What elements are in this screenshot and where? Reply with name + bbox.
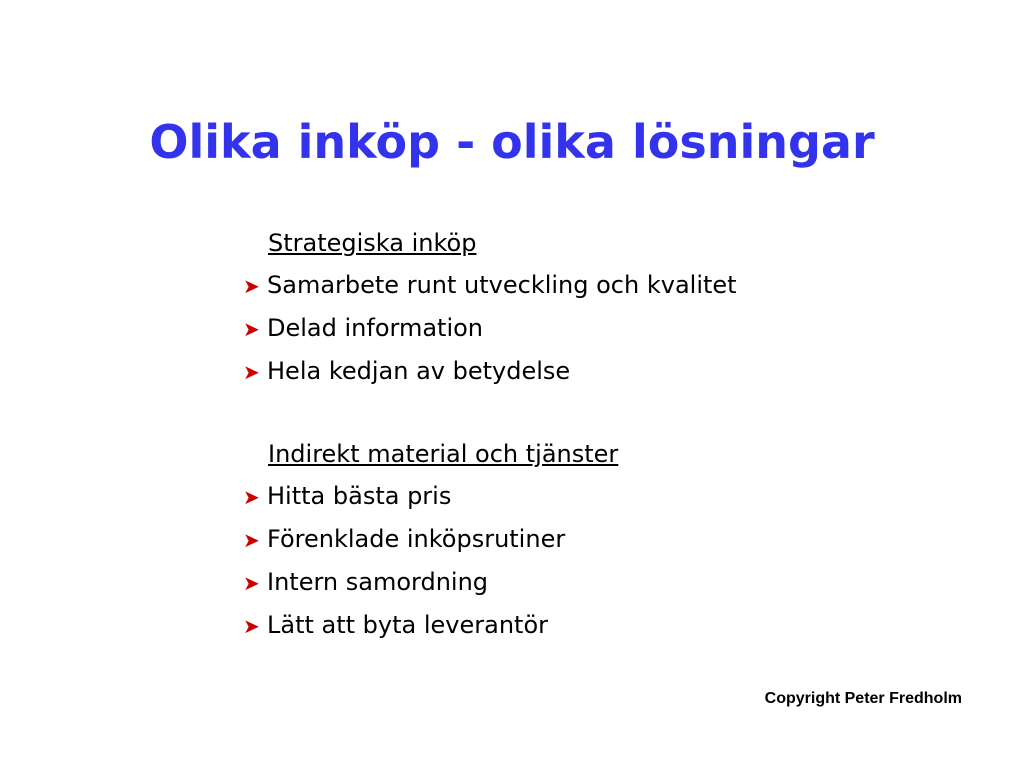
bullet-item — [243, 268, 743, 303]
slide-title: Olika inköp - olika lösningar — [149, 115, 875, 169]
copyright-notice: Copyright Peter Fredholm — [764, 690, 962, 707]
bullet-item — [243, 311, 743, 346]
arrow-bullet-icon: ➤ — [243, 528, 260, 552]
arrow-bullet-icon: ➤ — [243, 274, 260, 298]
arrow-bullet-icon: ➤ — [243, 360, 260, 384]
section-heading-indirect: Indirekt material och tjänster — [268, 440, 619, 468]
bullet-text: Intern samordning — [267, 568, 489, 596]
bullet-text: Delad information — [267, 314, 483, 342]
bullet-item — [243, 522, 743, 557]
arrow-bullet-icon: ➤ — [243, 571, 260, 595]
bullet-text: Lätt att byta leverantör — [267, 611, 549, 639]
bullet-item — [243, 479, 743, 514]
bullet-item — [243, 565, 743, 600]
arrow-bullet-icon: ➤ — [243, 317, 260, 341]
section-heading-strategic: Strategiska inköp — [268, 229, 477, 257]
arrow-bullet-icon: ➤ — [243, 485, 260, 509]
section-gap — [243, 397, 743, 437]
bullet-item — [243, 608, 743, 643]
bullet-text: Hela kedjan av betydelse — [267, 357, 571, 385]
slide-content — [243, 226, 743, 651]
bullet-text: Samarbete runt utveckling och kvalitet — [267, 271, 737, 299]
bullet-text: Förenklade inköpsrutiner — [267, 525, 566, 553]
arrow-bullet-icon: ➤ — [243, 614, 260, 638]
bullet-item — [243, 354, 743, 389]
bullet-text: Hitta bästa pris — [267, 482, 452, 510]
